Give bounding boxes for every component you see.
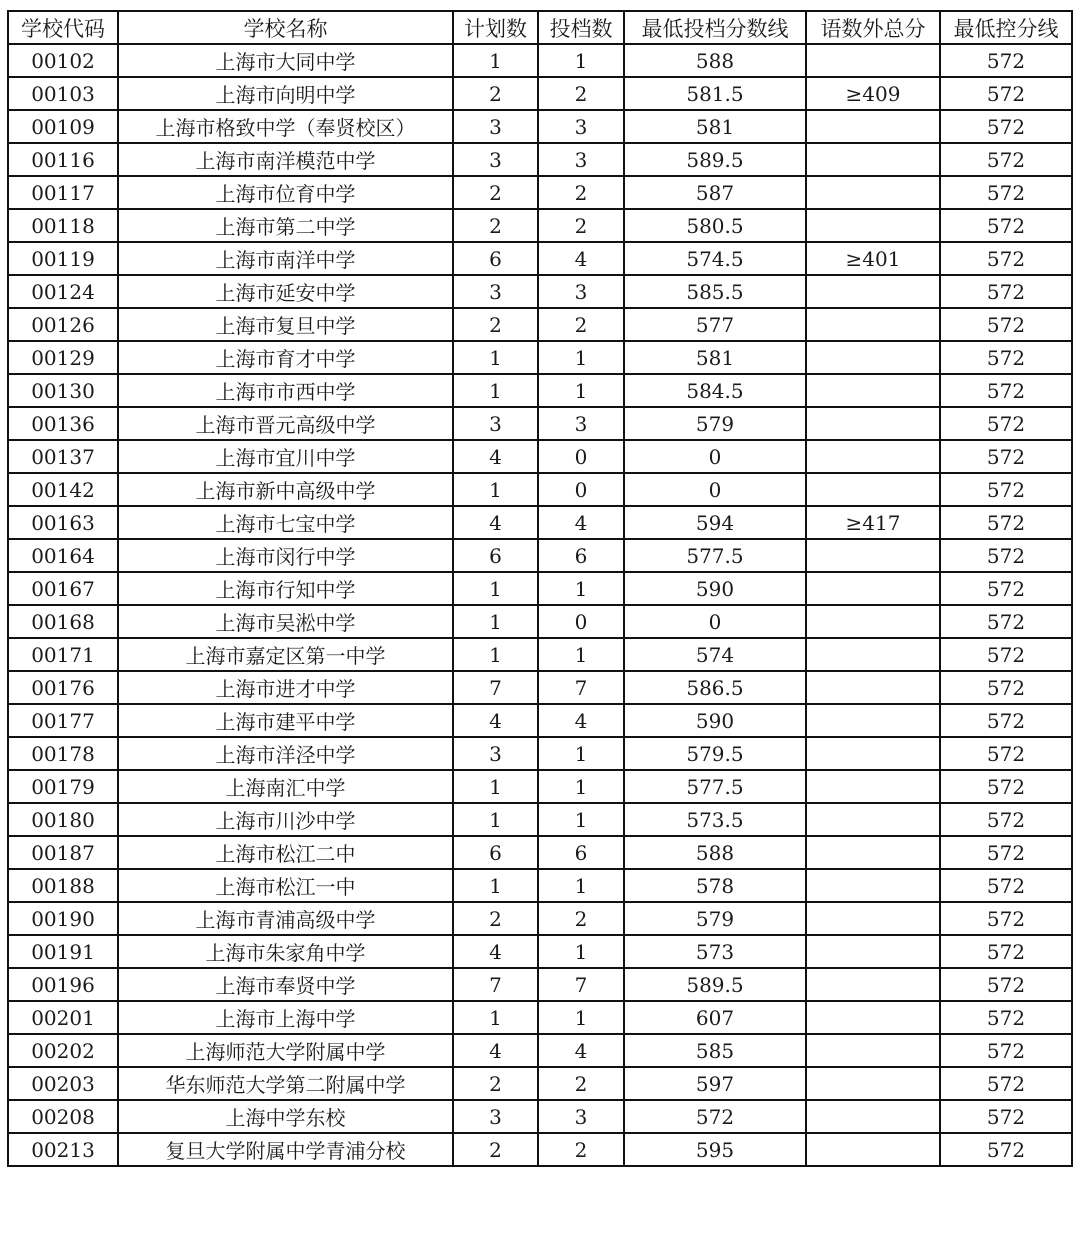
min-control-score-cell: 572 [940,1133,1072,1166]
school-code-cell: 00187 [8,836,118,869]
min-score-cell: 579 [624,407,806,440]
min-control-score-cell: 572 [940,902,1072,935]
core-subjects-total-cell [806,671,940,704]
school-name-cell: 上海中学东校 [118,1100,453,1133]
school-code-cell: 00188 [8,869,118,902]
table-row [8,1001,1072,1034]
min-score-cell: 577.5 [624,539,806,572]
plan-count-cell: 4 [453,704,538,737]
core-subjects-total-cell [806,539,940,572]
plan-count-cell: 7 [453,671,538,704]
school-code-cell: 00118 [8,209,118,242]
min-control-score-cell: 572 [940,176,1072,209]
min-control-score-cell: 572 [940,242,1072,275]
min-control-score-cell: 572 [940,1001,1072,1034]
school-name-cell: 上海市朱家角中学 [118,935,453,968]
plan-count-cell: 3 [453,1100,538,1133]
school-name-cell: 上海南汇中学 [118,770,453,803]
min-score-cell: 590 [624,704,806,737]
school-code-cell: 00117 [8,176,118,209]
school-code-cell: 00119 [8,242,118,275]
min-control-score-cell: 572 [940,704,1072,737]
core-subjects-total-cell [806,341,940,374]
school-code-cell: 00203 [8,1067,118,1100]
table-row [8,803,1072,836]
school-code-cell: 00136 [8,407,118,440]
header-core-subjects-total: 语数外总分 [806,11,940,44]
school-name-cell: 上海市延安中学 [118,275,453,308]
plan-count-cell: 3 [453,275,538,308]
admitted-count-cell: 2 [538,77,624,110]
admitted-count-cell: 1 [538,572,624,605]
core-subjects-total-cell [806,803,940,836]
plan-count-cell: 2 [453,902,538,935]
min-control-score-cell: 572 [940,1100,1072,1133]
plan-count-cell: 6 [453,836,538,869]
school-code-cell: 00130 [8,374,118,407]
min-control-score-cell: 572 [940,638,1072,671]
plan-count-cell: 1 [453,605,538,638]
table-body [8,44,1072,1166]
table-row [8,341,1072,374]
plan-count-cell: 4 [453,506,538,539]
core-subjects-total-cell [806,209,940,242]
school-name-cell: 上海市南洋中学 [118,242,453,275]
admitted-count-cell: 3 [538,275,624,308]
min-control-score-cell: 572 [940,209,1072,242]
core-subjects-total-cell [806,308,940,341]
plan-count-cell: 2 [453,176,538,209]
plan-count-cell: 7 [453,968,538,1001]
admitted-count-cell: 1 [538,803,624,836]
admitted-count-cell: 6 [538,836,624,869]
table-row [8,1034,1072,1067]
school-name-cell: 上海市育才中学 [118,341,453,374]
min-control-score-cell: 572 [940,770,1072,803]
table-row [8,935,1072,968]
school-name-cell: 华东师范大学第二附属中学 [118,1067,453,1100]
min-score-cell: 579 [624,902,806,935]
min-score-cell: 581 [624,341,806,374]
min-score-cell: 590 [624,572,806,605]
core-subjects-total-cell [806,935,940,968]
min-score-cell: 594 [624,506,806,539]
core-subjects-total-cell [806,473,940,506]
school-code-cell: 00196 [8,968,118,1001]
core-subjects-total-cell [806,605,940,638]
min-score-cell: 580.5 [624,209,806,242]
core-subjects-total-cell [806,638,940,671]
min-score-cell: 572 [624,1100,806,1133]
table-row [8,539,1072,572]
school-name-cell: 上海市奉贤中学 [118,968,453,1001]
core-subjects-total-cell [806,44,940,77]
min-control-score-cell: 572 [940,473,1072,506]
min-score-cell: 573.5 [624,803,806,836]
school-name-cell: 上海市建平中学 [118,704,453,737]
school-name-cell: 上海市市西中学 [118,374,453,407]
table-row [8,374,1072,407]
min-score-cell: 574 [624,638,806,671]
school-code-cell: 00171 [8,638,118,671]
min-score-cell: 0 [624,473,806,506]
school-code-cell: 00180 [8,803,118,836]
school-name-cell: 上海市大同中学 [118,44,453,77]
plan-count-cell: 1 [453,770,538,803]
school-name-cell: 上海市青浦高级中学 [118,902,453,935]
school-name-cell: 上海市格致中学（奉贤校区） [118,110,453,143]
header-admitted-count: 投档数 [538,11,624,44]
admitted-count-cell: 1 [538,44,624,77]
school-code-cell: 00116 [8,143,118,176]
min-control-score-cell: 572 [940,737,1072,770]
core-subjects-total-cell [806,440,940,473]
admitted-count-cell: 1 [538,638,624,671]
school-code-cell: 00129 [8,341,118,374]
plan-count-cell: 1 [453,572,538,605]
school-name-cell: 上海市松江二中 [118,836,453,869]
admitted-count-cell: 7 [538,671,624,704]
admitted-count-cell: 2 [538,902,624,935]
min-control-score-cell: 572 [940,143,1072,176]
min-control-score-cell: 572 [940,506,1072,539]
admission-score-table [7,10,1073,1167]
core-subjects-total-cell [806,1067,940,1100]
table-row [8,44,1072,77]
min-score-cell: 587 [624,176,806,209]
min-score-cell: 607 [624,1001,806,1034]
table-row [8,605,1072,638]
min-control-score-cell: 572 [940,275,1072,308]
table-row [8,704,1072,737]
admitted-count-cell: 1 [538,869,624,902]
table-row [8,1133,1072,1166]
school-name-cell: 上海市进才中学 [118,671,453,704]
admitted-count-cell: 2 [538,1067,624,1100]
school-code-cell: 00191 [8,935,118,968]
school-code-cell: 00102 [8,44,118,77]
admitted-count-cell: 3 [538,407,624,440]
plan-count-cell: 1 [453,638,538,671]
table-row [8,143,1072,176]
admitted-count-cell: 1 [538,1001,624,1034]
table-row [8,77,1072,110]
school-code-cell: 00177 [8,704,118,737]
table-row [8,869,1072,902]
header-row [8,11,1072,44]
core-subjects-total-cell: ≥401 [806,242,940,275]
admitted-count-cell: 0 [538,440,624,473]
min-score-cell: 588 [624,836,806,869]
school-code-cell: 00176 [8,671,118,704]
min-control-score-cell: 572 [940,605,1072,638]
table-row [8,902,1072,935]
core-subjects-total-cell [806,407,940,440]
school-code-cell: 00202 [8,1034,118,1067]
table-row [8,407,1072,440]
plan-count-cell: 2 [453,1133,538,1166]
plan-count-cell: 1 [453,374,538,407]
plan-count-cell: 4 [453,1034,538,1067]
header-school-name: 学校名称 [118,11,453,44]
admitted-count-cell: 3 [538,110,624,143]
core-subjects-total-cell [806,770,940,803]
admitted-count-cell: 1 [538,341,624,374]
school-name-cell: 复旦大学附属中学青浦分校 [118,1133,453,1166]
school-name-cell: 上海市闵行中学 [118,539,453,572]
admitted-count-cell: 0 [538,473,624,506]
core-subjects-total-cell [806,836,940,869]
table-row [8,968,1072,1001]
table-row [8,638,1072,671]
table-row [8,671,1072,704]
min-control-score-cell: 572 [940,341,1072,374]
plan-count-cell: 6 [453,242,538,275]
school-name-cell: 上海市行知中学 [118,572,453,605]
core-subjects-total-cell [806,143,940,176]
admitted-count-cell: 6 [538,539,624,572]
core-subjects-total-cell [806,968,940,1001]
min-score-cell: 586.5 [624,671,806,704]
school-name-cell: 上海市新中高级中学 [118,473,453,506]
min-control-score-cell: 572 [940,539,1072,572]
table-row [8,1100,1072,1133]
min-control-score-cell: 572 [940,869,1072,902]
min-control-score-cell: 572 [940,836,1072,869]
school-name-cell: 上海市复旦中学 [118,308,453,341]
table-row [8,308,1072,341]
admitted-count-cell: 4 [538,242,624,275]
table-row [8,770,1072,803]
min-control-score-cell: 572 [940,407,1072,440]
school-name-cell: 上海市七宝中学 [118,506,453,539]
admitted-count-cell: 1 [538,770,624,803]
school-code-cell: 00124 [8,275,118,308]
school-name-cell: 上海市晋元高级中学 [118,407,453,440]
school-name-cell: 上海市嘉定区第一中学 [118,638,453,671]
min-control-score-cell: 572 [940,77,1072,110]
min-control-score-cell: 572 [940,968,1072,1001]
min-score-cell: 585 [624,1034,806,1067]
core-subjects-total-cell [806,1133,940,1166]
school-code-cell: 00109 [8,110,118,143]
school-code-cell: 00126 [8,308,118,341]
school-name-cell: 上海市宜川中学 [118,440,453,473]
table-row [8,506,1072,539]
admitted-count-cell: 2 [538,209,624,242]
min-control-score-cell: 572 [940,440,1072,473]
core-subjects-total-cell [806,902,940,935]
plan-count-cell: 2 [453,1067,538,1100]
table-row [8,737,1072,770]
school-name-cell: 上海市向明中学 [118,77,453,110]
min-control-score-cell: 572 [940,44,1072,77]
min-control-score-cell: 572 [940,572,1072,605]
table-row [8,440,1072,473]
plan-count-cell: 4 [453,440,538,473]
admitted-count-cell: 1 [538,374,624,407]
table-row [8,209,1072,242]
plan-count-cell: 6 [453,539,538,572]
admitted-count-cell: 4 [538,506,624,539]
min-score-cell: 579.5 [624,737,806,770]
min-control-score-cell: 572 [940,803,1072,836]
core-subjects-total-cell [806,1100,940,1133]
plan-count-cell: 2 [453,209,538,242]
plan-count-cell: 2 [453,308,538,341]
plan-count-cell: 2 [453,77,538,110]
plan-count-cell: 3 [453,143,538,176]
header-min-control-score: 最低控分线 [940,11,1072,44]
school-name-cell: 上海市第二中学 [118,209,453,242]
plan-count-cell: 3 [453,407,538,440]
min-score-cell: 0 [624,605,806,638]
min-score-cell: 581.5 [624,77,806,110]
min-score-cell: 581 [624,110,806,143]
school-name-cell: 上海市上海中学 [118,1001,453,1034]
admitted-count-cell: 2 [538,176,624,209]
school-name-cell: 上海市吴淞中学 [118,605,453,638]
min-control-score-cell: 572 [940,374,1072,407]
min-control-score-cell: 572 [940,935,1072,968]
min-score-cell: 573 [624,935,806,968]
min-control-score-cell: 572 [940,1034,1072,1067]
table-row [8,110,1072,143]
core-subjects-total-cell [806,572,940,605]
table-row [8,836,1072,869]
admitted-count-cell: 3 [538,1100,624,1133]
table-row [8,1067,1072,1100]
min-score-cell: 589.5 [624,143,806,176]
school-code-cell: 00179 [8,770,118,803]
admitted-count-cell: 7 [538,968,624,1001]
school-code-cell: 00167 [8,572,118,605]
header-plan-count: 计划数 [453,11,538,44]
school-code-cell: 00137 [8,440,118,473]
core-subjects-total-cell [806,1034,940,1067]
min-score-cell: 589.5 [624,968,806,1001]
plan-count-cell: 1 [453,803,538,836]
min-score-cell: 577 [624,308,806,341]
core-subjects-total-cell [806,176,940,209]
min-control-score-cell: 572 [940,671,1072,704]
min-control-score-cell: 572 [940,110,1072,143]
min-score-cell: 578 [624,869,806,902]
school-code-cell: 00201 [8,1001,118,1034]
core-subjects-total-cell [806,1001,940,1034]
header-school-code: 学校代码 [8,11,118,44]
table-row [8,176,1072,209]
school-code-cell: 00168 [8,605,118,638]
admitted-count-cell: 2 [538,1133,624,1166]
school-code-cell: 00178 [8,737,118,770]
school-name-cell: 上海市位育中学 [118,176,453,209]
min-score-cell: 584.5 [624,374,806,407]
min-score-cell: 595 [624,1133,806,1166]
admitted-count-cell: 1 [538,737,624,770]
plan-count-cell: 4 [453,935,538,968]
admitted-count-cell: 0 [538,605,624,638]
min-score-cell: 574.5 [624,242,806,275]
admitted-count-cell: 4 [538,704,624,737]
table-row [8,242,1072,275]
core-subjects-total-cell [806,704,940,737]
min-score-cell: 597 [624,1067,806,1100]
core-subjects-total-cell: ≥409 [806,77,940,110]
core-subjects-total-cell [806,374,940,407]
plan-count-cell: 1 [453,869,538,902]
core-subjects-total-cell [806,869,940,902]
admitted-count-cell: 1 [538,935,624,968]
plan-count-cell: 1 [453,473,538,506]
min-score-cell: 588 [624,44,806,77]
min-score-cell: 0 [624,440,806,473]
table-row [8,275,1072,308]
school-code-cell: 00163 [8,506,118,539]
school-code-cell: 00142 [8,473,118,506]
min-control-score-cell: 572 [940,308,1072,341]
header-min-score: 最低投档分数线 [624,11,806,44]
plan-count-cell: 1 [453,44,538,77]
plan-count-cell: 3 [453,110,538,143]
school-code-cell: 00190 [8,902,118,935]
min-control-score-cell: 572 [940,1067,1072,1100]
core-subjects-total-cell [806,110,940,143]
plan-count-cell: 3 [453,737,538,770]
school-name-cell: 上海市松江一中 [118,869,453,902]
min-score-cell: 585.5 [624,275,806,308]
min-score-cell: 577.5 [624,770,806,803]
school-code-cell: 00164 [8,539,118,572]
school-name-cell: 上海市南洋模范中学 [118,143,453,176]
core-subjects-total-cell [806,275,940,308]
school-name-cell: 上海市川沙中学 [118,803,453,836]
plan-count-cell: 1 [453,341,538,374]
core-subjects-total-cell [806,737,940,770]
school-code-cell: 00213 [8,1133,118,1166]
school-code-cell: 00208 [8,1100,118,1133]
table-row [8,473,1072,506]
school-name-cell: 上海市洋泾中学 [118,737,453,770]
table-row [8,572,1072,605]
admitted-count-cell: 4 [538,1034,624,1067]
plan-count-cell: 1 [453,1001,538,1034]
school-name-cell: 上海师范大学附属中学 [118,1034,453,1067]
core-subjects-total-cell: ≥417 [806,506,940,539]
admitted-count-cell: 3 [538,143,624,176]
admitted-count-cell: 2 [538,308,624,341]
school-code-cell: 00103 [8,77,118,110]
